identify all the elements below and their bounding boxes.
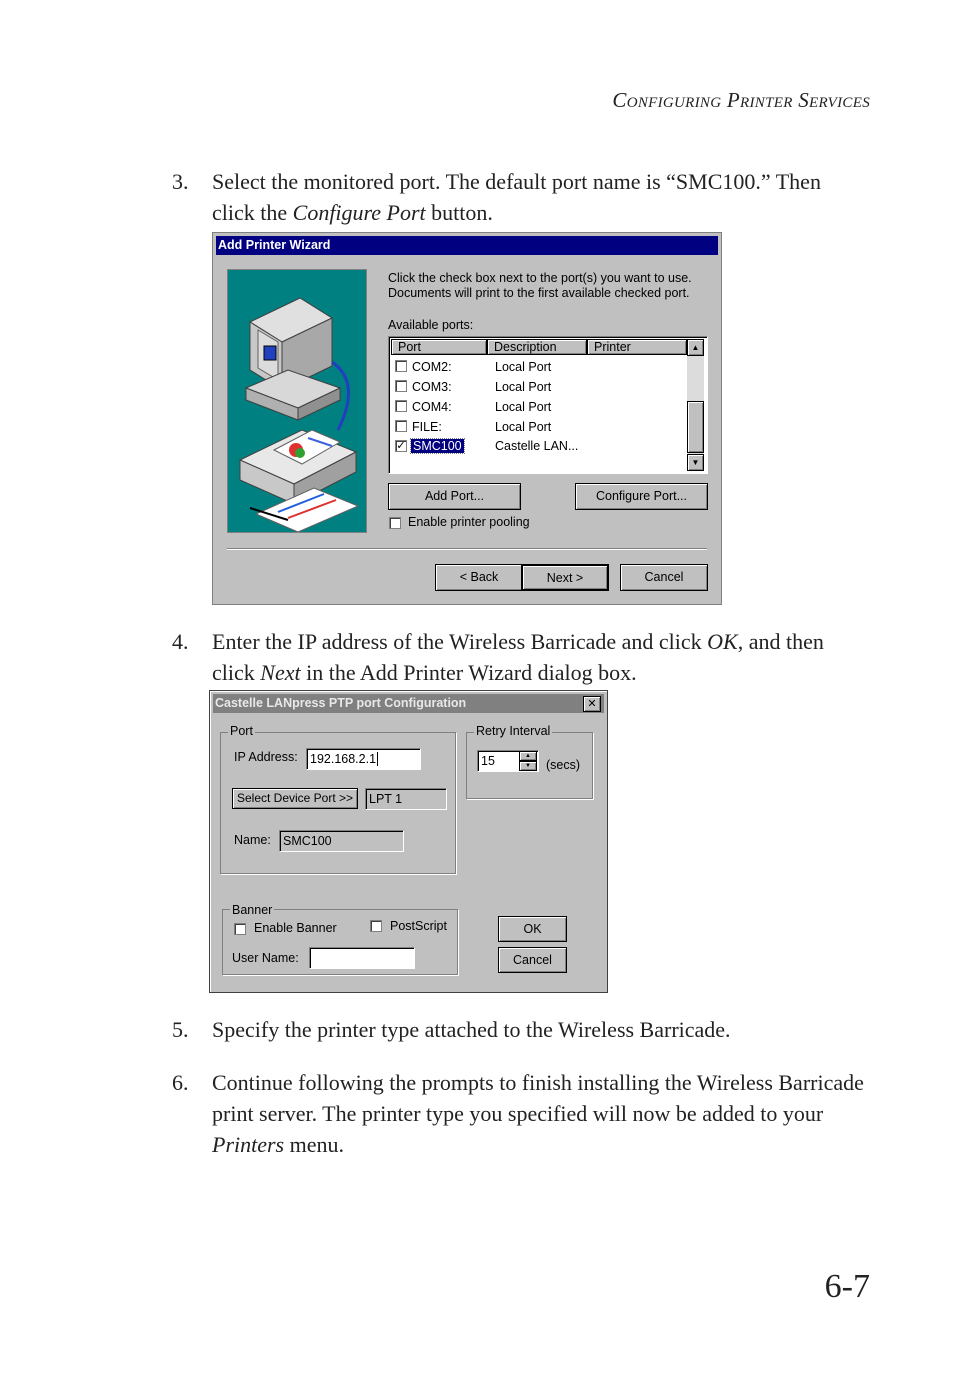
page-number: 6-7 (824, 1268, 870, 1305)
instruction-line-2: Documents will print to the first available checked port. (388, 286, 690, 300)
port-configuration-dialog (209, 690, 608, 993)
cancel-button[interactable]: Cancel (620, 564, 708, 591)
ip-address-label: IP Address: (234, 750, 298, 764)
ports-list[interactable] (388, 336, 708, 474)
add-printer-wizard-dialog (212, 232, 722, 605)
step-text (212, 1067, 870, 1160)
port-checkbox-checked[interactable]: ✓ (396, 440, 406, 452)
step-number: 4. (172, 629, 189, 654)
spin-up-arrow-icon[interactable]: ▲ (519, 751, 537, 761)
port-name: COM4: (412, 400, 452, 414)
ip-address-input[interactable] (306, 748, 421, 770)
port-row[interactable] (395, 399, 685, 417)
port-description: Castelle LAN... (495, 439, 579, 453)
select-device-port-button[interactable]: Select Device Port >> (232, 788, 358, 809)
ports-list-header (391, 339, 687, 355)
retry-interval-input[interactable]: 15 (477, 750, 539, 772)
port-row[interactable] (395, 419, 685, 437)
port-checkbox[interactable] (395, 400, 407, 412)
step-text-part: Continue following the prompts to finish installing the Wireless Barricade print server. The printer type you specified will now be added to your (212, 1070, 870, 1126)
step-text-part: button. (425, 200, 493, 225)
step-number: 3. (172, 169, 189, 194)
port-row[interactable] (395, 359, 685, 377)
step-text-part: , and then click (212, 629, 830, 685)
port-name: SMC100 (413, 439, 462, 453)
scroll-up-arrow-icon[interactable]: ▲ (687, 339, 704, 356)
step-text-part: Configure Port (292, 200, 426, 225)
step-text-part: Select the monitored port. The default port name is “SMC100.” Then click the (212, 169, 827, 225)
port-row[interactable] (395, 379, 685, 397)
column-header-port[interactable]: Port (391, 339, 487, 355)
ports-scrollbar[interactable] (687, 339, 704, 471)
instruction-line-1: Click the check box next to the port(s) you want to use. (388, 271, 692, 285)
port-row[interactable] (395, 438, 685, 456)
port-checkbox[interactable] (395, 360, 407, 372)
separator (227, 548, 707, 550)
configure-port-button[interactable]: Configure Port... (575, 483, 708, 510)
step-number: 5. (172, 1017, 189, 1042)
port-name: COM2: (412, 360, 452, 374)
wizard-titlebar: Add Printer Wizard (216, 236, 718, 255)
back-button[interactable]: < Back (435, 564, 523, 591)
port-description: Local Port (495, 400, 552, 414)
enable-banner-label: Enable Banner (254, 921, 337, 935)
step-text (212, 626, 867, 688)
enable-pooling-checkbox[interactable] (389, 517, 401, 529)
port-checkbox[interactable] (395, 380, 407, 392)
device-port-field: LPT 1 (365, 788, 447, 810)
enable-pooling-label: Enable printer pooling (408, 515, 530, 529)
name-label: Name: (234, 833, 271, 847)
running-head: Configuring Printer Services (612, 88, 870, 112)
step-text-part: Specify the printer type attached to the Wireless Barricade. (212, 1017, 731, 1042)
spin-down-arrow-icon[interactable]: ▼ (519, 761, 537, 771)
step-text-part: Next (260, 660, 301, 685)
name-field: SMC100 (279, 830, 404, 852)
port-checkbox[interactable] (395, 420, 407, 432)
step-text-part: Printers (212, 1132, 285, 1157)
next-button[interactable]: Next > (521, 564, 609, 591)
postscript-checkbox[interactable] (370, 920, 382, 932)
user-name-label: User Name: (232, 951, 299, 965)
column-header-description[interactable]: Description (487, 339, 587, 355)
scroll-down-arrow-icon[interactable]: ▼ (687, 454, 704, 471)
step-text (212, 166, 867, 228)
scroll-thumb[interactable] (687, 401, 704, 453)
port-description: Local Port (495, 420, 552, 434)
port-description: Local Port (495, 380, 552, 394)
port-name: COM3: (412, 380, 452, 394)
column-header-printer[interactable]: Printer (587, 339, 687, 355)
step-text-part: in the Add Printer Wizard dialog box. (300, 660, 637, 685)
port-description: Local Port (495, 360, 552, 374)
step-number: 6. (172, 1070, 189, 1095)
user-name-input[interactable] (309, 947, 415, 969)
close-icon[interactable]: ✕ (583, 696, 601, 712)
step-text-part: menu. (284, 1132, 345, 1157)
config-titlebar: Castelle LANpress PTP port Configuration (213, 694, 604, 713)
ok-button[interactable]: OK (498, 916, 567, 942)
postscript-label: PostScript (390, 919, 447, 933)
retry-interval-label: Retry Interval (476, 724, 551, 738)
wizard-illustration (227, 269, 367, 533)
available-ports-label: Available ports: (388, 318, 474, 332)
retry-unit-label: (secs) (546, 758, 581, 772)
step-text-part: Enter the IP address of the Wireless Barricade and click (212, 629, 708, 654)
port-name: FILE: (412, 420, 442, 434)
enable-banner-checkbox[interactable] (234, 923, 246, 935)
step-text-part: OK (707, 629, 738, 654)
banner-group-label: Banner (232, 903, 273, 917)
step-text (212, 1014, 867, 1045)
ip-address-value: 192.168.2.1 (310, 752, 377, 766)
port-group-label: Port (230, 724, 253, 738)
computer-printer-icon (228, 270, 366, 532)
add-port-button[interactable]: Add Port... (388, 483, 521, 510)
cancel-button[interactable]: Cancel (498, 947, 567, 973)
